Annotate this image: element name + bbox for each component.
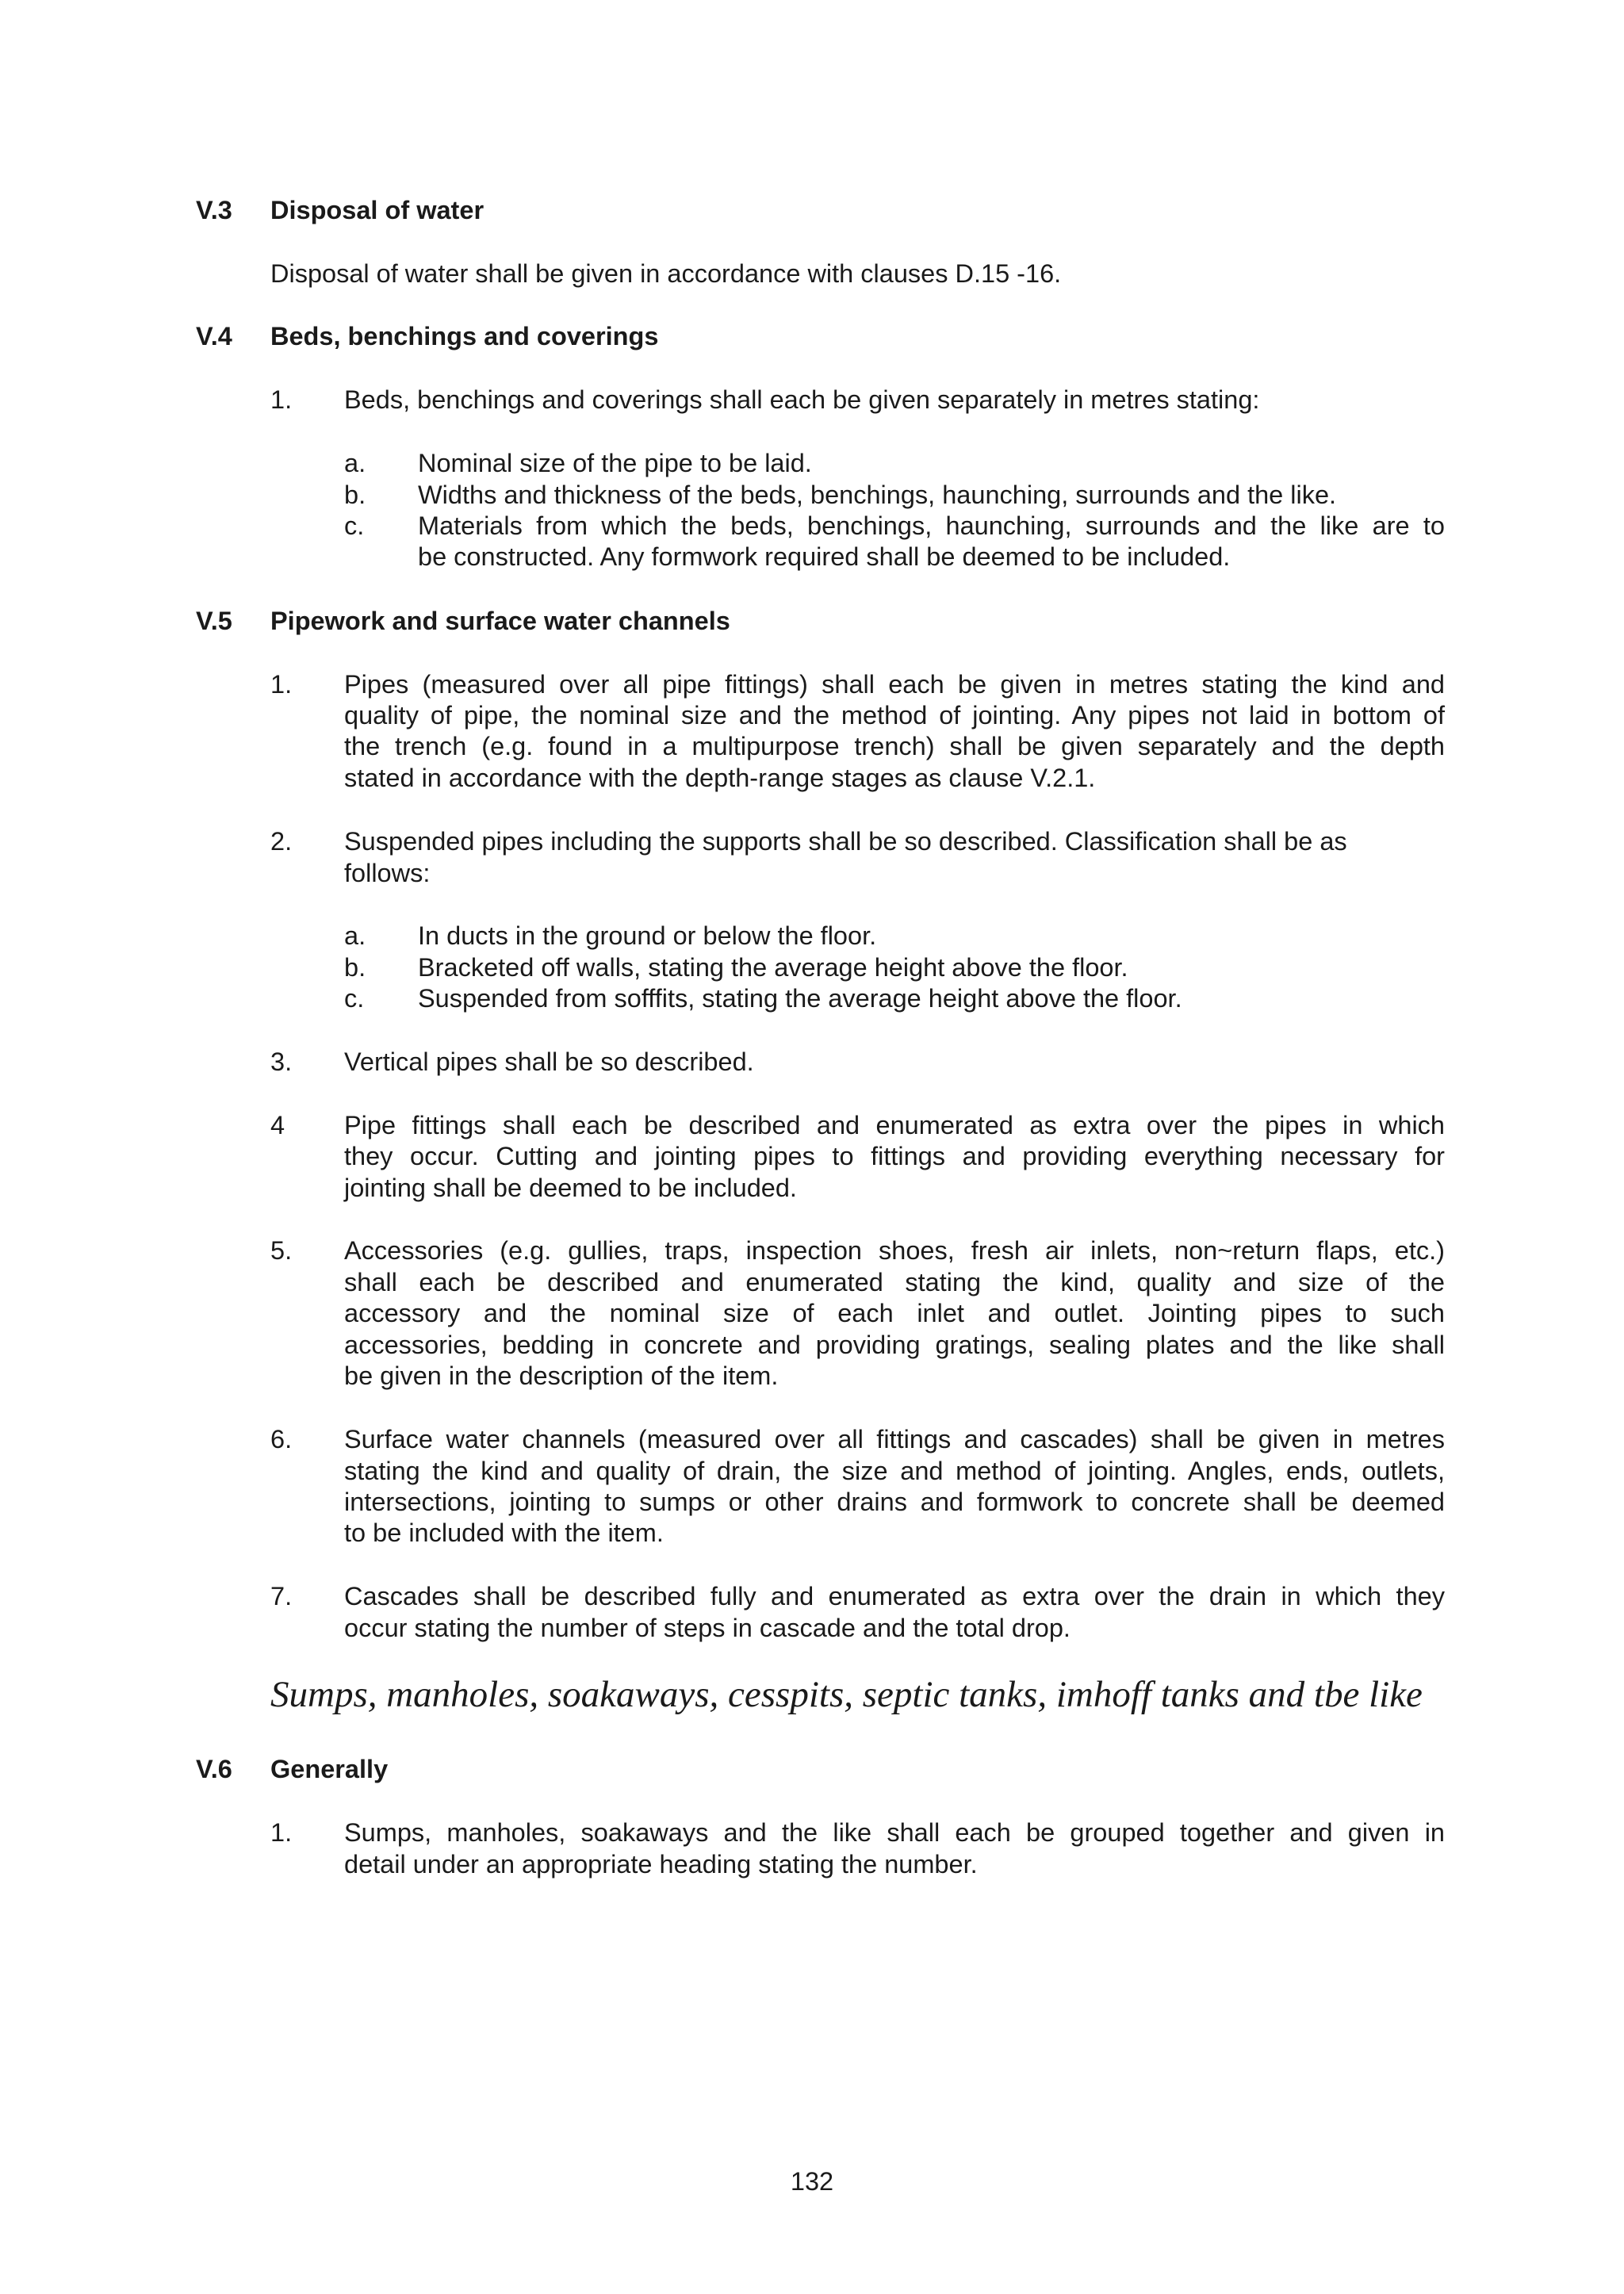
- subitem-letter: c.: [344, 984, 365, 1013]
- item-number: 7.: [270, 1582, 293, 1610]
- item-line: stating the kind and quality of drain, the size and method of jointing. Angles, ends, outlets,: [344, 1457, 1445, 1485]
- subitem-text: Nominal size of the pipe to be laid.: [418, 449, 812, 477]
- item-line: Sumps, manholes, soakaways and the like shall each be grouped together and given in: [344, 1818, 1445, 1847]
- section-title-v6: Generally: [270, 1755, 389, 1783]
- section-title-v4: Beds, benchings and coverings: [270, 322, 659, 350]
- item-line: occur stating the number of steps in cascade and the total drop.: [344, 1614, 1071, 1642]
- item-number: 3.: [270, 1047, 293, 1076]
- item-line: they occur. Cutting and jointing pipes to fittings and providing everything necessary for: [344, 1142, 1445, 1170]
- item-line: the trench (e.g. found in a multipurpose trench) shall be given separately and the depth: [344, 732, 1445, 760]
- section-number-v5: V.5: [196, 607, 232, 635]
- item-line: Suspended pipes including the supports shall be so described. Classification shall be as: [344, 827, 1347, 856]
- subitem-text: Suspended from sofffits, stating the average height above the floor.: [418, 984, 1182, 1013]
- subitem-letter: c.: [344, 511, 365, 540]
- section-title-v5: Pipework and surface water channels: [270, 607, 730, 635]
- item-line: stated in accordance with the depth-range stages as clause V.2.1.: [344, 764, 1096, 792]
- item-line: Cascades shall be described fully and enumerated as extra over the drain in which they: [344, 1582, 1445, 1610]
- item-line: to be included with the item.: [344, 1518, 664, 1547]
- section-title-v3: Disposal of water: [270, 196, 485, 224]
- section-number-v4: V.4: [196, 322, 232, 350]
- page-number: 132: [790, 2167, 834, 2196]
- section-number-v6: V.6: [196, 1755, 232, 1783]
- item-line: Pipe fittings shall each be described and enumerated as extra over the pipes in which: [344, 1111, 1445, 1139]
- item-line: shall each be described and enumerated stating the kind, quality and size of the: [344, 1268, 1445, 1296]
- subitem-text: Materials from which the beds, benchings, haunching, surrounds and the like are to: [418, 511, 1445, 540]
- subitem-text: Widths and thickness of the beds, benchings, haunching, surrounds and the like.: [418, 481, 1337, 509]
- item-number: 2.: [270, 827, 293, 856]
- section-body-v3: Disposal of water shall be given in accordance with clauses D.15 -16.: [270, 259, 1062, 288]
- subitem-letter: a.: [344, 921, 366, 950]
- item-line: follows:: [344, 859, 431, 887]
- section-number-v3: V.3: [196, 196, 232, 224]
- subitem-text: In ducts in the ground or below the floor.: [418, 921, 877, 950]
- item-text: Beds, benchings and coverings shall each be given separately in metres stating:: [344, 385, 1260, 414]
- item-number: 6.: [270, 1425, 293, 1453]
- item-line: intersections, jointing to sumps or other drains and formwork to concrete shall be deemed: [344, 1488, 1445, 1516]
- item-line: Vertical pipes shall be so described.: [344, 1047, 754, 1076]
- item-line: jointing shall be deemed to be included.: [344, 1174, 797, 1202]
- item-line: Accessories (e.g. gullies, traps, inspection shoes, fresh air inlets, non~return flaps, etc.): [344, 1236, 1445, 1265]
- italic-subheading: Sumps, manholes, soakaways, cesspits, septic tanks, imhoff tanks and tbe like: [270, 1674, 1423, 1715]
- item-line: Pipes (measured over all pipe fittings) shall each be given in metres stating the kind and: [344, 670, 1445, 699]
- subitem-text: be constructed. Any formwork required shall be deemed to be included.: [418, 542, 1231, 571]
- item-line: quality of pipe, the nominal size and the method of jointing. Any pipes not laid in bottom of: [344, 701, 1445, 730]
- subitem-letter: b.: [344, 481, 366, 509]
- subitem-letter: a.: [344, 449, 366, 477]
- item-line: be given in the description of the item.: [344, 1361, 779, 1390]
- subitem-text: Bracketed off walls, stating the average height above the floor.: [418, 953, 1128, 982]
- item-line: detail under an appropriate heading stating the number.: [344, 1850, 978, 1878]
- item-number: 1.: [270, 670, 293, 699]
- item-number: 1.: [270, 385, 293, 414]
- item-number: 4: [270, 1111, 285, 1139]
- item-line: accessory and the nominal size of each inlet and outlet. Jointing pipes to such: [344, 1299, 1445, 1327]
- subitem-letter: b.: [344, 953, 366, 982]
- item-line: accessories, bedding in concrete and providing gratings, sealing plates and the like shall: [344, 1331, 1445, 1359]
- item-number: 5.: [270, 1236, 293, 1265]
- item-line: Surface water channels (measured over all fittings and cascades) shall be given in metres: [344, 1425, 1445, 1453]
- item-number: 1.: [270, 1818, 293, 1847]
